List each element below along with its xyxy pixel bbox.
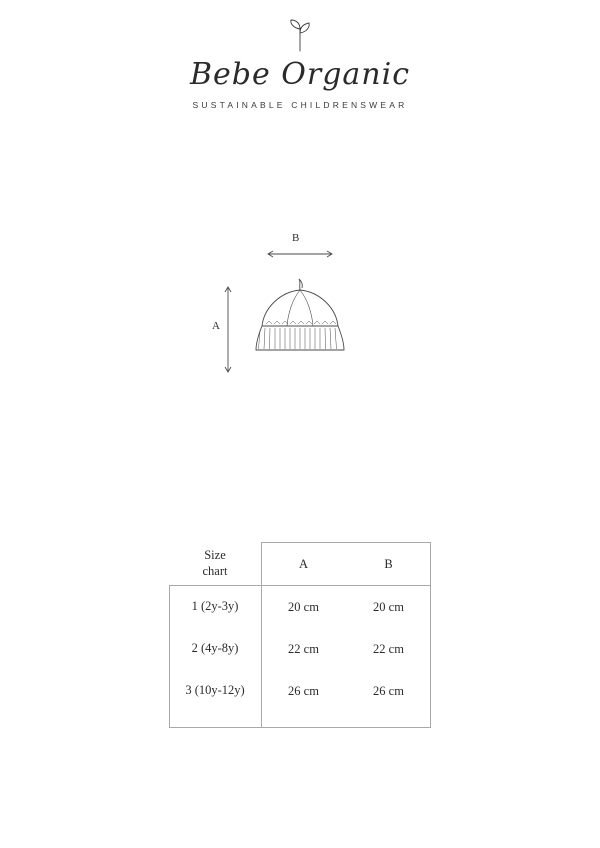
row-size-label: 2 (4y-8y) <box>191 641 239 656</box>
row-value-b: 20 cm <box>373 599 404 614</box>
size-chart-corner-label <box>169 542 261 586</box>
double-arrow-horizontal-icon <box>268 251 332 257</box>
corner-label-line1: Size <box>204 548 226 563</box>
row-size-label: 3 (10y-12y) <box>185 683 245 698</box>
row-value-a: 22 cm <box>288 641 319 656</box>
brand-name: Bebe Organic <box>189 57 411 92</box>
corner-label-line2: chart <box>202 564 228 578</box>
dimension-b-label: B <box>292 232 300 244</box>
knit-beret-hat-illustration <box>256 279 344 350</box>
table-bottom-rule <box>169 727 431 728</box>
table-header-row <box>169 542 431 586</box>
row-size-label: 1 (2y-3y) <box>191 599 239 614</box>
table-row <box>169 670 431 712</box>
row-value-a: 20 cm <box>288 599 319 614</box>
row-value-b: 22 cm <box>373 641 404 656</box>
row-value-a: 26 cm <box>288 683 319 698</box>
double-arrow-vertical-icon <box>225 287 231 372</box>
hat-measurement-diagram <box>200 232 400 392</box>
leaf-sprig-icon <box>280 18 320 54</box>
brand-header <box>0 18 600 110</box>
dimension-a-label: A <box>212 320 220 332</box>
column-header-b: B <box>384 556 393 571</box>
table-row <box>169 628 431 670</box>
size-chart-table <box>169 542 431 712</box>
table-row <box>169 586 431 628</box>
column-header-a: A <box>298 556 309 571</box>
row-value-b: 26 cm <box>373 683 404 698</box>
brand-tagline: SUSTAINABLE CHILDRENSWEAR <box>192 100 408 110</box>
